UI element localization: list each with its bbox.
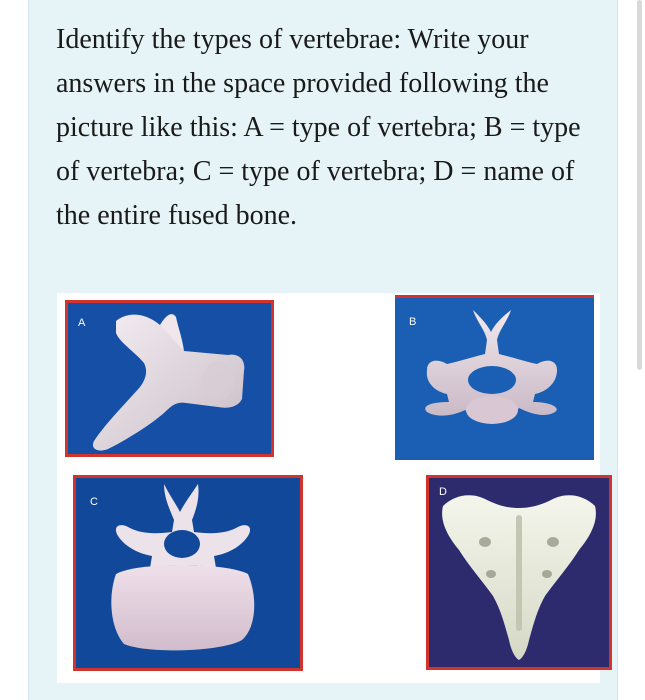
panel-b: [395, 295, 594, 460]
panel-c-label: C: [90, 496, 98, 508]
scrollbar[interactable]: [637, 0, 642, 370]
panel-b-label: B: [409, 316, 417, 328]
vertebrae-figure: [57, 293, 600, 683]
question-text: Identify the types of vertebrae: Write your answers in the space provided following the picture like this: A = type of vertebra; B = type of vertebra; C = type of vertebra; D = name of the entire fused bone.: [56, 24, 581, 231]
panel-d-label: D: [439, 486, 447, 498]
panel-a: [65, 300, 274, 457]
question-card: [28, 0, 618, 700]
vertebra-b-image: [395, 298, 594, 460]
vertebra-a-image: [68, 303, 271, 454]
panel-d: [426, 475, 612, 670]
panel-a-label: A: [78, 317, 86, 329]
sacrum-d-image: [429, 478, 609, 667]
panel-c: [73, 475, 303, 671]
vertebra-c-image: [76, 478, 300, 668]
